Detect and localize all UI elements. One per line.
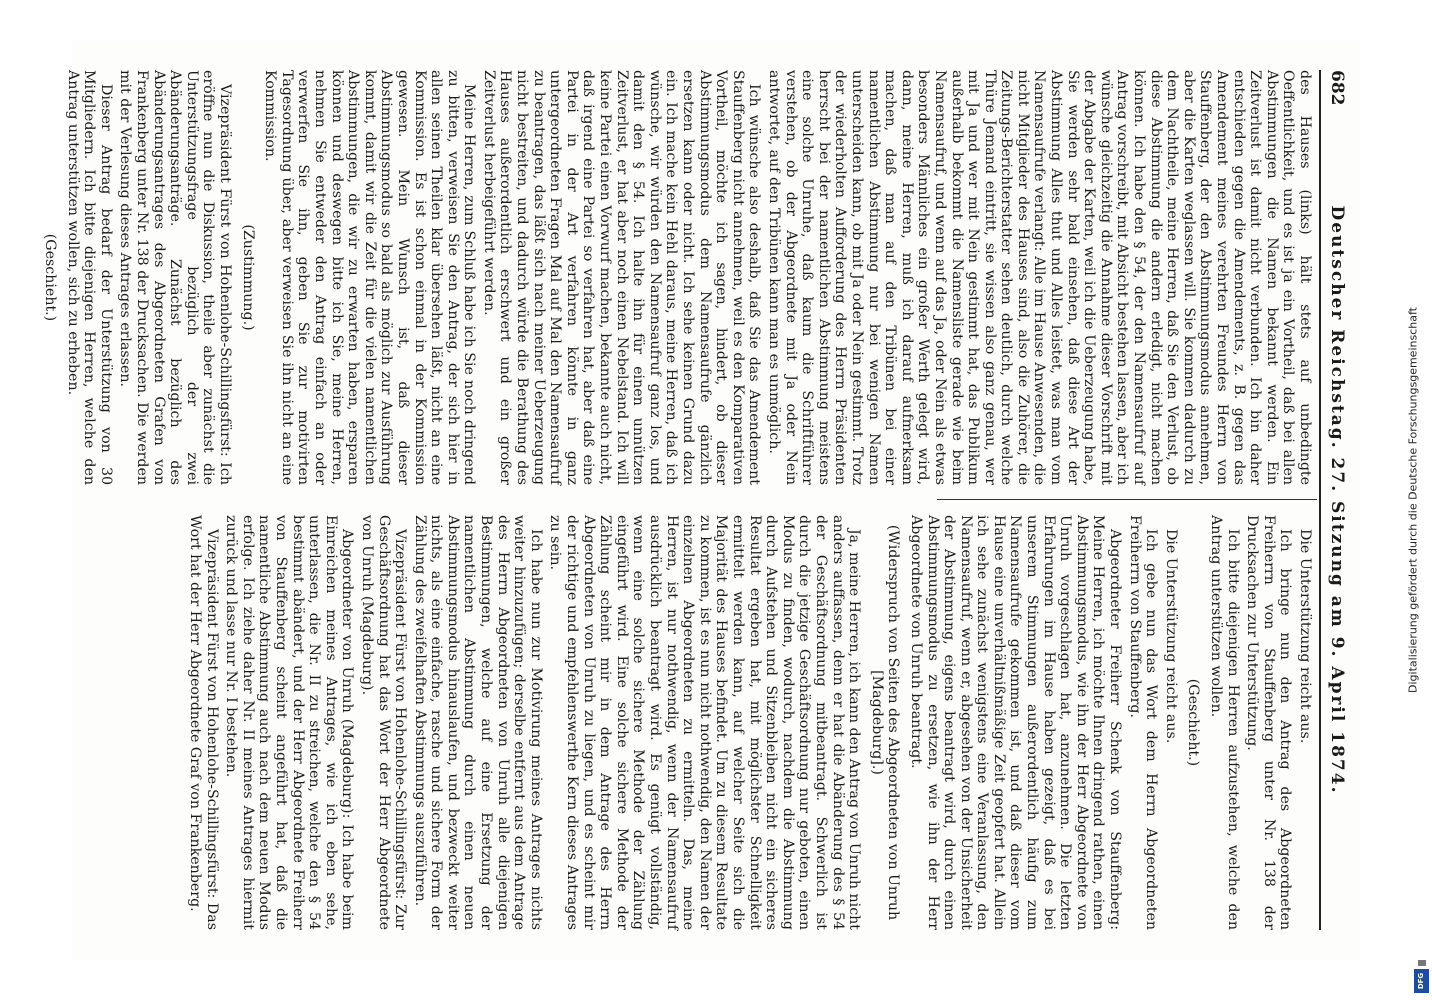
- left-column: [35, 70, 1313, 485]
- paragraph: Ich habe nun zur Motivirung meines Antrages nichts weiter hinzuzufügen; derselbe entfernt aus dem Antrage des Herrn Abgeordneten von Unruh alle diejenigen Bestimmungen, welche auf eine Ersetzung der namentlichen Abstimmung durch einen neuen Abstimmungsmodus hinauslaufen, und bezweckt weiter nichts, als eine einfache, rasche und sichere Form der Zählung des zweifelhaften Abstimmungs auszuführen.: [411, 515, 544, 930]
- page-title: Deutscher Reichstag. 27. Sitzung am 9. April 1874.: [1327, 205, 1347, 795]
- paragraph: Ich bringe nun den Antrag des Abgeordneten Freiherrn von Stauffenberg unter Nr. 138 der Drucksachen zur Unterstützung.: [1244, 515, 1294, 930]
- paragraph: Die Unterstützung reicht aus.: [1162, 529, 1179, 744]
- paragraph: Meine Herren, zum Schluß habe ich Sie noch dringend zu bitten, verweisen Sie den Antrag, der sich hier in allen seinen Theilen klar übersehen läßt, nicht an eine Kommission. Es ist schon einmal in der Kommission gewesen. Mein Wunsch ist, daß dieser Abstimmungsmodus so bald als möglich zur Ausführung kommt, damit wir die Zeit für die vielen namentlichen Abstimmungen, die wir zu erwarten haben, ersparen können und deswegen bitte ich Sie, meine Herren, nehmen Sie entweder den Antrag einfach an oder verwerfen Sie ihn, geben Sie zur motivirten Tagesordnung über, aber verweisen Sie ihn nicht an eine Kommission.: [262, 70, 478, 485]
- paragraph: Die Unterstützung reicht aus.: [1297, 529, 1313, 744]
- paragraph: Dieser Antrag bedarf der Unterstützung von 30 Mitgliedern. Ich bitte diejenigen Herren, welche den Antrag unterstützen wollen, sich zu erheben.: [64, 70, 114, 485]
- speaker-paragraph: Vizepräsident Fürst von Hohenlohe-Schillingsfürst: Zur Geschäftsordnung hat das Wort der Herr Abgeordnete von Unruh (Magdeburg).: [358, 515, 409, 930]
- paragraph: Ich wünsche also deshalb, daß Sie das Amendement Stauffenberg nicht annehmen, weil es den Komparativen Vortheil, möchte ich sagen, hindert, ob dieser Abstimmungsmodus dem Namensaufrufe gänzlich ersetzen kann oder nicht. Ich sehe keinen Grund dazu ein. Ich mache kein Hehl daraus, meine Herren, daß ich wünsche, wir würden den Namensaufruf ganz los, und damit den § 54. Ich halte ihn für einen unnützen Zeitverlust, er hat aber noch einen Nebelstand. Ich will keine Partei einen Vorwurf machen, bekannte auch nicht, daß irgend eine Partei so verfahren hat, aber daß eine Partei in der Art verfahren könnte in ganz untergeordneten Fragen Mal auf Mal den Namensaufruf zu beantragen, das läßt sich nach meiner Ueberzeugung nicht bestreiten, und dadurch würde die Berathung des Hauses außerordentlich erschwert und ein großer Zeitverlust herbeigeführt werden.: [480, 70, 763, 485]
- speaker-paragraph: Abgeordneter von Unruh (Magdeburg): Ich habe beim Einreichen meines Antrages, wie ich eben sehe, unterlassen, die Nr. II zu streichen, welche den § 54 bestimmt abändert, und der Herr Abgeordnete Freiherr von Stauffenberg scheint angeführt hat, daß die namentliche Abstimmung auch nach dem neuen Modus erfolge. Ich ziehe daher Nr. II meines Antrages hiermit zurück und lasse nur Nr. I bestehen.: [223, 515, 356, 930]
- digitization-credit: Digitalisierung gefördert durch die Deutsche Forschungsgemeinschaft: [1406, 307, 1420, 693]
- right-column: [183, 515, 1313, 930]
- stage-direction: (Zustimmung.): [239, 224, 256, 331]
- speaker-paragraph: Abgeordneter Freiherr Schenk von Stauffenberg: Meine Herren, ich möchte Ihnen dringend rathen, einen Abstimmungsmodus, wie ihn der Herr Abgeordnete von Unruh vorgeschlagen hat, anzunehmen. Die letzten Erfahrungen im Hause haben gezeigt, daß es bei unserem Stimmungen außerordentlich häufig zum Namensaufrufe gekommen ist, und daß dieser vom Hause eine unverhältnißmäßige Zeit geopfert hat. Allein ich sehe zunächst wenigstens eine Veranlassung, den Namensaufruf, wenn er, abgesehen von der Unsicherheit der Abstimmung, eigens beantragt wird, durch einen Abstimmungsmodus zu ersetzen, wie ihn der Herr Abgeordnete von Unruh beantragt.: [907, 515, 1124, 930]
- page-header: [1319, 70, 1349, 930]
- scanned-page: [42, 40, 1361, 960]
- paragraph: Vizepräsident Fürst von Hohenlohe-Schillingsfürst: Ich eröffne nun die Diskussion, theile aber zunächst die Unterstützungsfrage bezüglich der zwei Abänderungsanträge. Zunächst bezüglich des Abänderungsantrages des Abgeordneten Grafen von Frankenberg unter Nr. 138 der Drucksachen. Die werden mit der Verlesung dieses Antrages erlassen.: [117, 70, 233, 485]
- paragraph: Ich gebe nun das Wort dem Herrn Abgeordneten Freiherrn von Stauffenberg.: [1126, 515, 1160, 930]
- stage-direction: (Widerspruch von Seiten des Abgeordneten von Unruh [Magdeburg].): [868, 524, 902, 921]
- column-divider: [937, 499, 1317, 500]
- paragraph: Ja, meine Herren, ich kann den Antrag von Unruh nicht anders auffassen, denn er hat die Abänderung des § 54 der Geschäftsordnung mitbeantragt. Schwerlich ist durch die jetzige Geschäftsordnung nur geboten, einen Modus zu finden, wodurch, nachdem die Abstimmung durch Aufstehen und Sitzenbleiben nicht ein sicheres Resultat ergeben hat, mit möglichster Schnelligkeit ermittelt werden kann, auf welcher Seite sich die Majorität des Hauses befindet. Um zu diesem Resultate zu kommen, ist es nun nicht nothwendig, den Namen der einzelnen Abgeordneten zu ermitteln. Das, meine Herren, ist nur nothwendig, wenn der Namensaufruf ausdrücklich beantragt wird. Es genügt vollständig, wenn eine solche sichere Methode der Zählung eingeführt wird. Eine solche sichere Methode der Zählung scheint mir in dem Antrage des Herrn Abgeordneten von Unruh zu liegen, und es scheint mir der richtige und empfehlenswerthe Kern dieses Antrages zu sein.: [547, 515, 863, 930]
- scan-marker: [1418, 960, 1426, 966]
- paragraph: Ich bitte diejenigen Herren aufzustehen, welche den Antrag unterstützen wollen.: [1208, 515, 1241, 930]
- page-number: 682: [1327, 70, 1347, 106]
- stage-direction: (Geschieht.): [1185, 678, 1202, 767]
- paragraph: des Hauses (links) hält stets auf unbedingte Oeffentlichkeit, und es ist ja ein Vortheil, daß bei allen Abstimmungen die Namen bekannt werden. Ein Zeitverlust ist damit nicht verbunden. Ich bin daher entschieden gegen die Amendements, z. B. gegen das Amendement meines verehrten Freundes Herrn von Stauffenberg, der den Abstimmungsmodus annehmen, aber die Karten weglassen will. Sie kommen dadurch zu dem Nachtheile, meine Herren, daß Sie den Verlust, ob diese Abstimmung die andern erledigt, nicht machen können. Ich habe den § 54, der den Namensaufruf auf Antrag vorschreibt, mit Absicht bestehen lassen, aber ich wünsche gleichzeitig die Annahme dieser Vorschrift mit der Abgabe der Karten, weil ich die Ueberzeugung habe, Sie werden sehr bald einsehen, daß diese Art der Abstimmung Alles thut und Alles leistet, was man vom Namensaufrufe verlangt: Alle im Hause Anwesenden, die nicht Mitglieder des Hauses sind, also die Zuhörer, die Zeitungs-Berichterstatter sehen deutlich, durch welche Thüre Jemand eintritt, sie wissen also ganz genau, wer mit Ja und wer mit Nein gestimmt hat, das Publikum außerhalb bekommt die Namensliste gerade wie beim Namensaufruf, und wenn auf das Ja, oder Nein als etwas besonders Männliches ein großer Werth gelegt wird, dann, meine Herren, muß ich darauf aufmerksam machen, daß man auf den Tribünen bei einer namentlichen Abstimmung nur bei wenigen Namen unterscheiden kann, ob mit Ja oder Nein gestimmt. Trotz der wiederholten Aufforderung des Herrn Präsidenten herrscht bei der namentlichen Abstimmung meistens eine solche Unruhe, daß kaum die Schriftführer verstehen, ob der Abgeordnete mit Ja oder Nein antwortet, auf den Tribünen kann man es unmöglich.: [766, 70, 1313, 485]
- speaker-paragraph: Vizepräsident Fürst von Hohenlohe-Schillingsfürst: Das Wort hat der Herr Abgeordnete Graf von Frankenberg.: [187, 515, 220, 930]
- dfg-logo: DFG: [1414, 969, 1429, 993]
- stage-direction: (Geschieht.): [42, 233, 59, 322]
